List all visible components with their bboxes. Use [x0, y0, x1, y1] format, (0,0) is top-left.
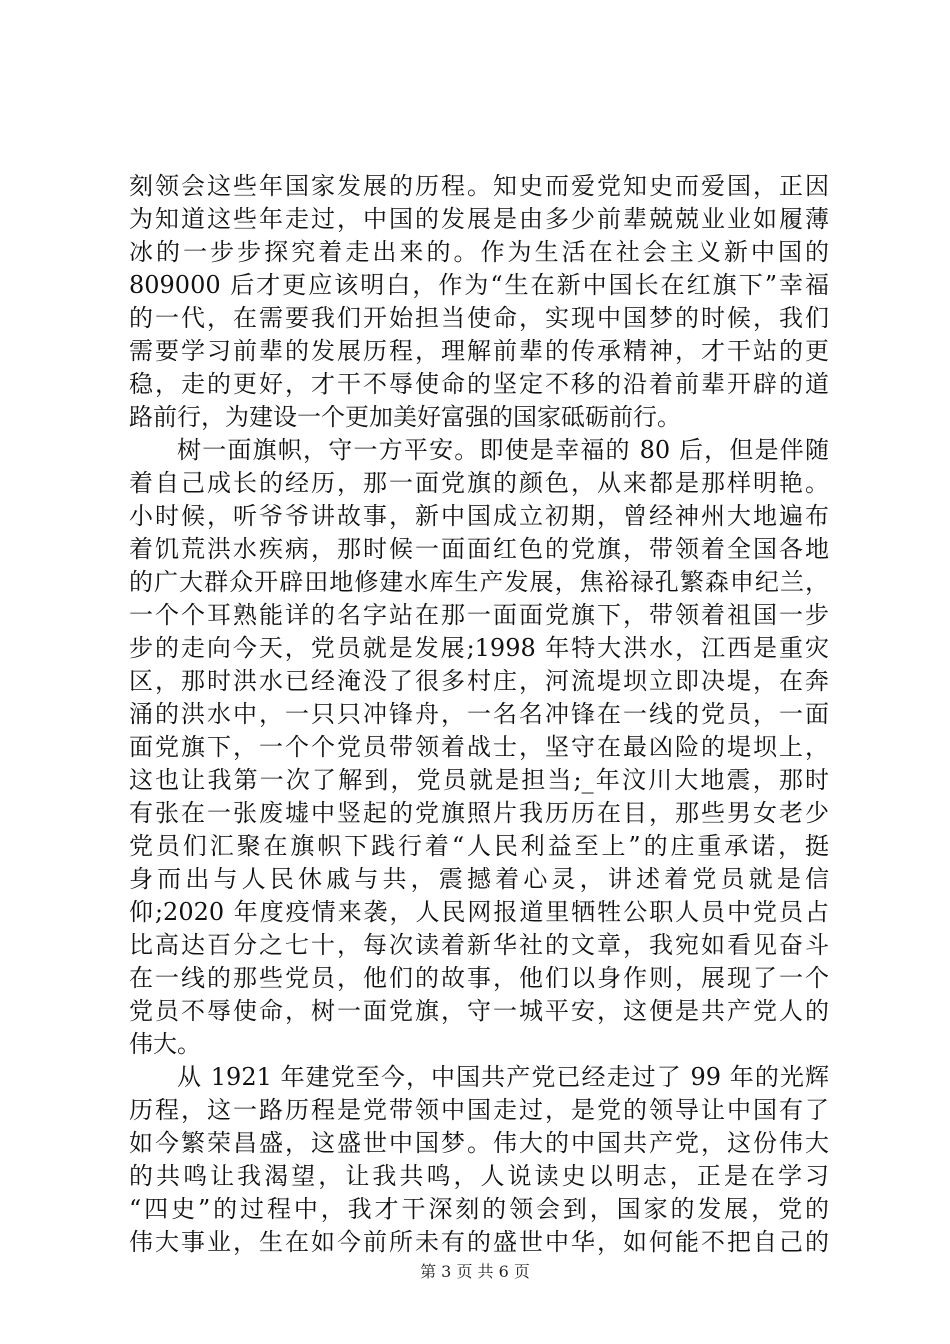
text-line: 稳，走的更好，才干不辱使命的坚定不移的沿着前辈开辟的道	[129, 370, 829, 398]
paragraph-start-line: 从 1921 年建党至今，中国共产党已经走过了 99 年的光辉	[177, 1063, 829, 1091]
text-line: 着饥荒洪水疾病，那时候一面面红色的党旗，带领着全国各地	[129, 535, 829, 563]
text-line: “四史”的过程中，我才干深刻的领会到，国家的发展，党的	[129, 1195, 829, 1223]
text-line: 区，那时洪水已经淹没了很多村庄，河流堤坝立即决堤，在奔	[129, 667, 829, 695]
text-line: 的广大群众开辟田地修建水库生产发展，焦裕禄孔繁森申纪兰，	[129, 568, 829, 596]
text-line: 涌的洪水中，一只只冲锋舟，一名名冲锋在一线的党员，一面	[129, 700, 829, 728]
text-line: 仰;2020 年度疫情来袭，人民网报道里牺牲公职人员中党员占	[129, 898, 829, 926]
text-line: 伟大事业，生在如今前所未有的盛世中华，如何能不把自己的	[129, 1228, 829, 1256]
text-line: 比高达百分之七十，每次读着新华社的文章，我宛如看见奋斗	[129, 931, 829, 959]
text-line: 在一线的那些党员，他们的故事，他们以身作则，展现了一个	[129, 964, 829, 992]
text-line: 的共鸣让我渴望，让我共鸣，人说读史以明志，正是在学习	[129, 1162, 829, 1190]
text-line: 有张在一张废墟中竖起的党旗照片我历历在目，那些男女老少	[129, 799, 829, 827]
text-line: 党员们汇聚在旗帜下践行着“人民利益至上”的庄重承诺，挺	[129, 832, 829, 860]
text-line: 刻领会这些年国家发展的历程。知史而爱党知史而爱国，正因	[129, 172, 829, 200]
text-line: 历程，这一路历程是党带领中国走过，是党的领导让中国有了	[129, 1096, 829, 1124]
text-line: 面党旗下，一个个党员带领着战士，坚守在最凶险的堤坝上，	[129, 733, 829, 761]
text-line: 809000 后才更应该明白，作为“生在新中国长在红旗下”幸福	[129, 271, 829, 299]
text-line: 这也让我第一次了解到，党员就是担当;_年汶川大地震，那时	[129, 766, 829, 794]
paragraph-end-line: 伟大。	[129, 1030, 201, 1058]
text-line: 步的走向今天，党员就是发展;1998 年特大洪水，江西是重灾	[129, 634, 829, 662]
text-line: 冰的一步步探究着走出来的。作为生活在社会主义新中国的	[129, 238, 829, 266]
text-line: 一个个耳熟能详的名字站在那一面面党旗下，带领着祖国一步	[129, 601, 829, 629]
paragraph-start-line: 树一面旗帜，守一方平安。即使是幸福的 80 后，但是伴随	[177, 436, 829, 464]
text-line: 的一代，在需要我们开始担当使命，实现中国梦的时候，我们	[129, 304, 829, 332]
text-line: 小时候，听爷爷讲故事，新中国成立初期，曾经神州大地遍布	[129, 502, 829, 530]
paragraph-end-line: 路前行，为建设一个更加美好富强的国家砥砺前行。	[129, 403, 681, 431]
text-line: 身而出与人民休戚与共，震撼着心灵，讲述着党员就是信	[129, 865, 829, 893]
text-line: 如今繁荣昌盛，这盛世中国梦。伟大的中国共产党，这份伟大	[129, 1129, 829, 1157]
text-line: 着自己成长的经历，那一面党旗的颜色，从来都是那样明艳。	[129, 469, 829, 497]
page-number-footer: 第 3 页 共 6 页	[420, 1262, 530, 1281]
text-line: 党员不辱使命，树一面党旗，守一城平安，这便是共产党人的	[129, 997, 829, 1025]
text-line: 需要学习前辈的发展历程，理解前辈的传承精神，才干站的更	[129, 337, 829, 365]
text-line: 为知道这些年走过，中国的发展是由多少前辈兢兢业业如履薄	[129, 205, 829, 233]
